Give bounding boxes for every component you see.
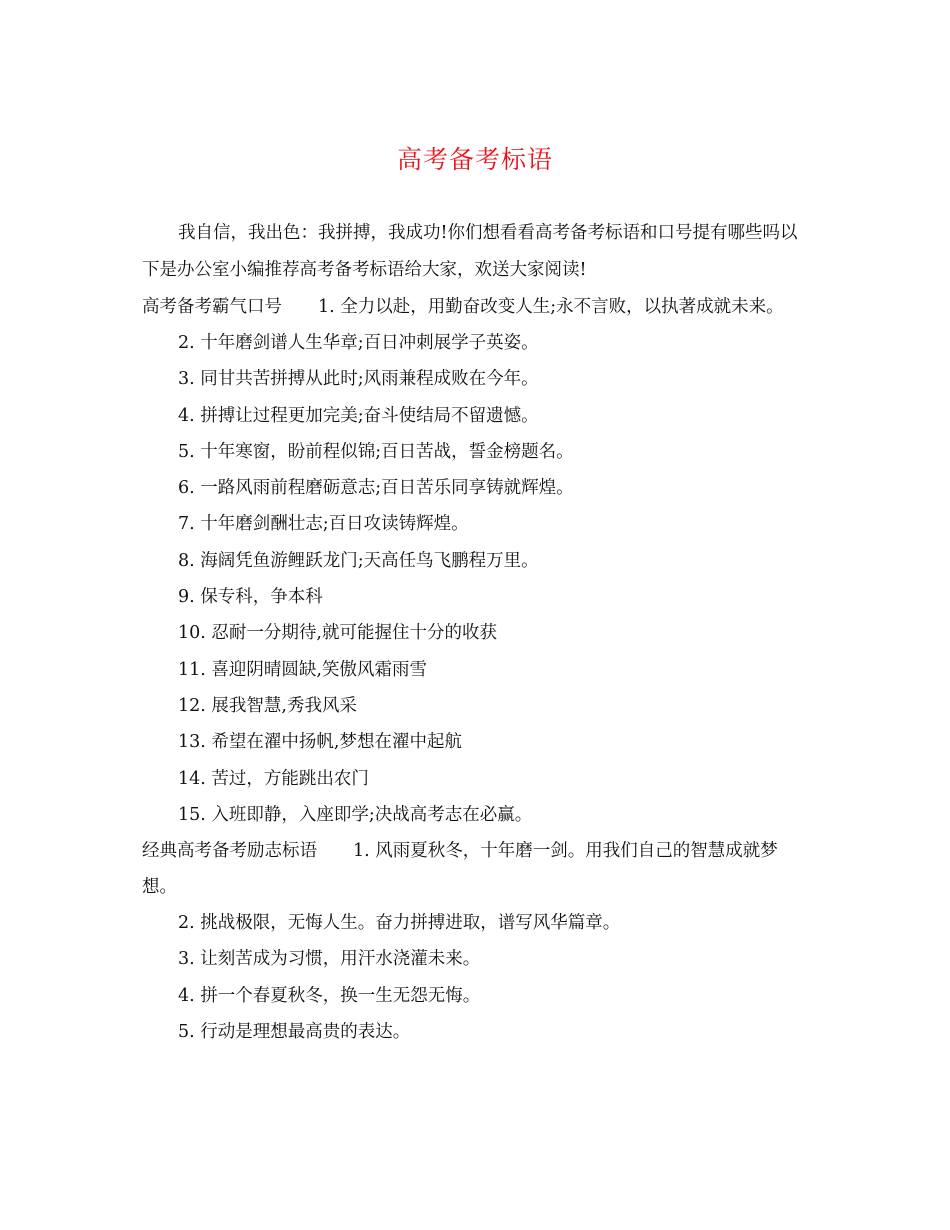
list-item: 3. 让刻苦成为习惯，用汗水浇灌未来。 <box>178 949 481 970</box>
document-title: 高考备考标语 <box>396 145 553 174</box>
section-slogans-heading-line <box>142 289 806 325</box>
list-item: 2. 十年磨剑谱人生华章;百日冲刺展学子英姿。 <box>178 333 539 353</box>
list-item: 4. 拼搏让过程更加完美;奋斗使结局不留遗憾。 <box>178 405 539 426</box>
list-item: 1. 全力以赴，用勤奋改变人生;永不言败，以执著成就未来。 <box>318 297 784 317</box>
section-heading: 高考备考霸气口号 <box>142 297 282 317</box>
list-item: 5. 行动是理想最高贵的表达。 <box>178 1022 411 1043</box>
document-body <box>142 215 806 1050</box>
section-classic-heading-line <box>142 833 806 905</box>
list-item: 14. 苦过，方能跳出农门 <box>178 768 369 789</box>
list-item: 8. 海阔凭鱼游鲤跃龙门;天高任鸟飞鹏程万里。 <box>178 550 539 571</box>
list-item: 6. 一路风雨前程磨砺意志;百日苦乐同享铸就辉煌。 <box>178 478 574 499</box>
list-item: 3. 同甘共苦拼搏从此时;风雨兼程成败在今年。 <box>178 369 539 390</box>
list-item: 15. 入班即静，入座即学;决战高考志在必赢。 <box>178 804 533 825</box>
list-item: 4. 拼一个春夏秋冬，换一生无怨无悔。 <box>178 985 481 1006</box>
list-item: 13. 希望在濯中扬帆,梦想在濯中起航 <box>178 732 462 753</box>
list-item: 9. 保专科，争本科 <box>178 587 323 608</box>
list-item: 1. 风雨夏秋冬，十年磨一剑。用我们自己的智慧成就梦想。 <box>142 841 778 898</box>
section-heading: 经典高考备考励志标语 <box>142 841 317 862</box>
list-item: 12. 展我智慧,秀我风采 <box>178 695 357 716</box>
list-item: 5. 十年寒窗，盼前程似锦;百日苦战，誓金榜题名。 <box>178 441 574 462</box>
list-item: 10. 忍耐一分期待,就可能握住十分的收获 <box>178 623 497 644</box>
list-item: 7. 十年磨剑酬壮志;百日攻读铸辉煌。 <box>178 514 469 535</box>
intro-paragraph: 我自信，我出色：我拼搏，我成功!你们想看看高考备考标语和口号提有哪些吗以下是办公室小编推荐高考备考标语给大家，欢送大家阅读! <box>142 223 798 280</box>
list-item: 11. 喜迎阴晴圆缺,笑傲风霜雨雪 <box>178 659 427 680</box>
list-item: 2. 挑战极限，无悔人生。奋力拼搏进取，谱写风华篇章。 <box>178 913 621 934</box>
